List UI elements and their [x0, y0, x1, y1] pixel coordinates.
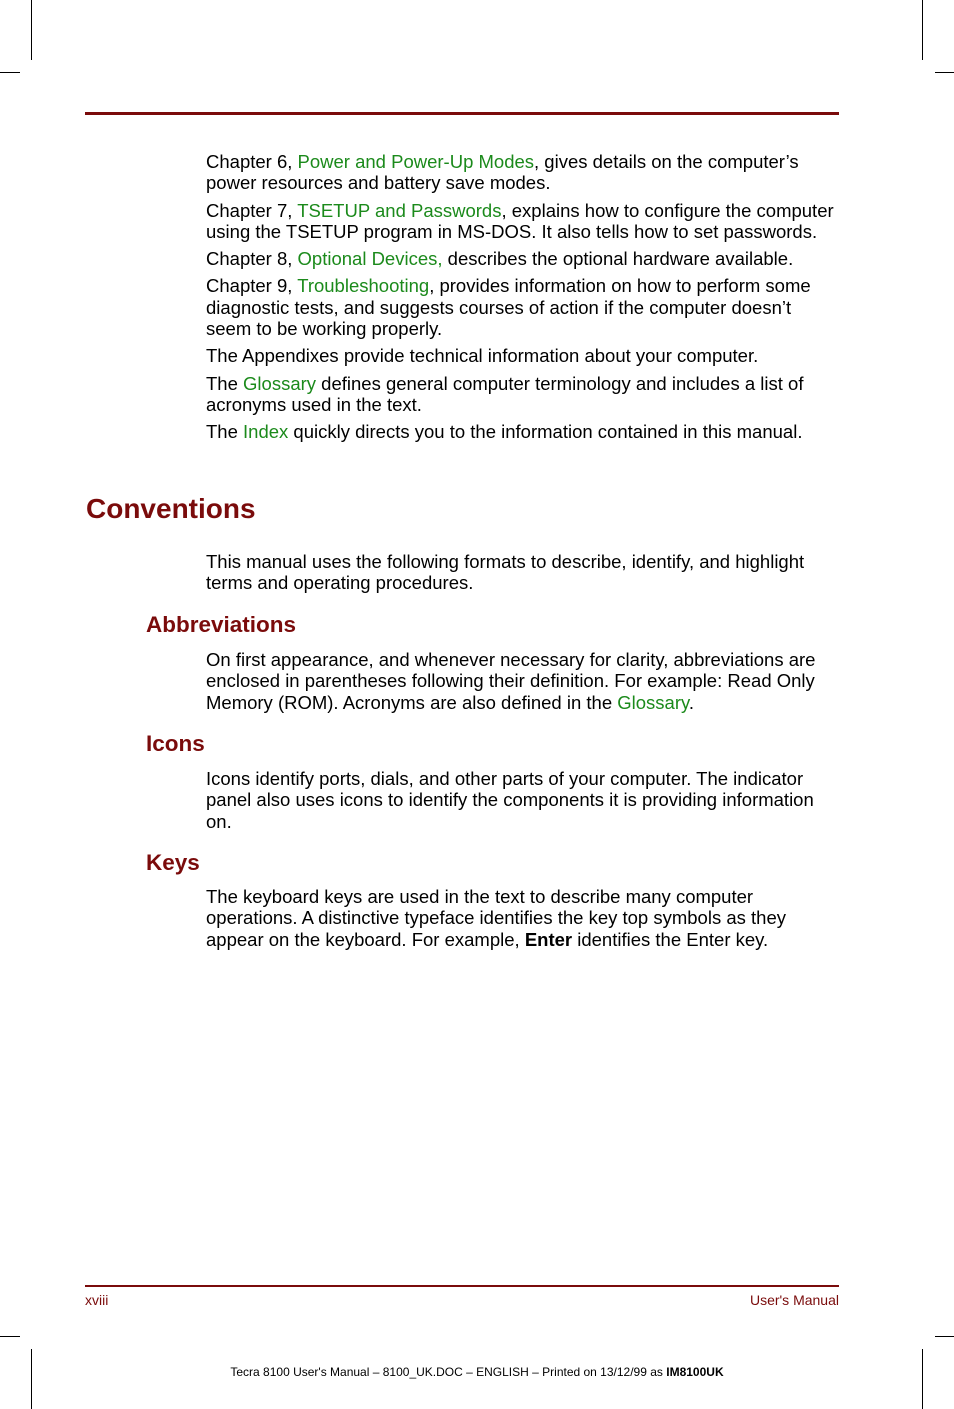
- chapter-7-suffix: , explains how to configure the computer using the TSETUP program in MS-DOS. It also tells how to set passwords.: [206, 199, 834, 242]
- chapter-9-link[interactable]: Troubleshooting: [297, 275, 430, 297]
- crop-mark: [935, 1336, 954, 1337]
- glossary-link[interactable]: Glossary: [243, 372, 317, 394]
- keys-paragraph: [206, 886, 840, 950]
- abbreviations-text-end: .: [688, 691, 695, 713]
- abbreviations-block: [206, 649, 840, 719]
- print-code: IM8100UK: [666, 1365, 724, 1379]
- conventions-intro: This manual uses the following formats to describe, identify, and highlight terms and operating procedures.: [206, 551, 805, 594]
- header-rule: [85, 112, 839, 115]
- page-number: xviii: [85, 1292, 109, 1308]
- print-info: Tecra 8100 User's Manual – 8100_UK.DOC – ENGLISH – Printed on 13/12/99 as: [230, 1365, 667, 1379]
- conventions-heading: Conventions: [86, 493, 256, 524]
- index-prefix: The: [206, 421, 244, 443]
- footer-rule: [85, 1285, 839, 1287]
- abbreviations-heading: Abbreviations: [146, 612, 297, 637]
- chapter-7-link[interactable]: TSETUP and Passwords: [297, 199, 502, 221]
- chapter-6-link[interactable]: Power and Power-Up Modes: [297, 151, 535, 172]
- glossary-suffix: defines general computer terminology and includes a list of acronyms used in the text.: [206, 372, 804, 415]
- keys-text-end: identifies the Enter key.: [572, 928, 769, 950]
- chapter-9-paragraph: [206, 275, 840, 339]
- chapter-9-suffix: , provides information on how to perform some diagnostic tests, and suggests courses of action if the computer doesn’t seem to be working properly.: [206, 275, 811, 340]
- chapter-8-prefix: Chapter 8,: [206, 248, 298, 270]
- chapter-6-paragraph: [206, 151, 840, 194]
- chapter-7-paragraph: [206, 200, 840, 243]
- crop-mark: [31, 1349, 32, 1409]
- glossary-paragraph: [206, 373, 840, 416]
- icons-block: [206, 768, 840, 838]
- crop-mark: [922, 0, 923, 60]
- chapter-6-prefix: Chapter 6,: [206, 151, 298, 172]
- icons-heading: Icons: [146, 731, 205, 756]
- abbreviations-glossary-link[interactable]: Glossary: [617, 691, 689, 713]
- manual-title: User's Manual: [749, 1292, 839, 1308]
- keys-heading: Keys: [146, 850, 200, 875]
- conventions-intro-block: [206, 551, 840, 600]
- chapter-8-link[interactable]: Optional Devices,: [297, 248, 443, 270]
- print-info-line: [0, 1365, 954, 1379]
- chapter-8-suffix: describes the optional hardware available.: [442, 248, 794, 270]
- chapter-overview: [206, 151, 840, 449]
- enter-key-label: Enter: [524, 928, 573, 950]
- keys-block: [206, 886, 840, 956]
- crop-mark: [31, 0, 32, 60]
- glossary-prefix: The: [206, 372, 244, 394]
- crop-mark: [0, 72, 20, 73]
- chapter-7-prefix: Chapter 7,: [206, 199, 298, 221]
- index-paragraph: [206, 421, 840, 442]
- chapter-9-prefix: Chapter 9,: [206, 275, 298, 297]
- keys-text: The keyboard keys are used in the text to describe many computer operations. A distinctive typeface identifies the key top symbols as they appear on the keyboard. For example,: [206, 886, 786, 950]
- abbreviations-text: On first appearance, and whenever necessary for clarity, abbreviations are enclosed in parentheses following their definition. For example: Read Only Memory (ROM). Acronyms are also defined in the: [206, 649, 816, 713]
- index-link[interactable]: Index: [243, 421, 289, 443]
- crop-mark: [922, 1349, 923, 1409]
- crop-mark: [935, 72, 954, 73]
- appendixes-paragraph: The Appendixes provide technical information about your computer.: [206, 345, 759, 367]
- index-suffix: quickly directs you to the information contained in this manual.: [288, 421, 803, 443]
- abbreviations-paragraph: [206, 649, 840, 713]
- chapter-8-paragraph: [206, 248, 840, 269]
- icons-paragraph: Icons identify ports, dials, and other parts of your computer. The indicator panel also uses icons to identify the components it is providing information on.: [206, 768, 814, 832]
- crop-mark: [0, 1336, 20, 1337]
- chapter-6-suffix: , gives details on the computer’s power resources and battery save modes.: [206, 151, 799, 194]
